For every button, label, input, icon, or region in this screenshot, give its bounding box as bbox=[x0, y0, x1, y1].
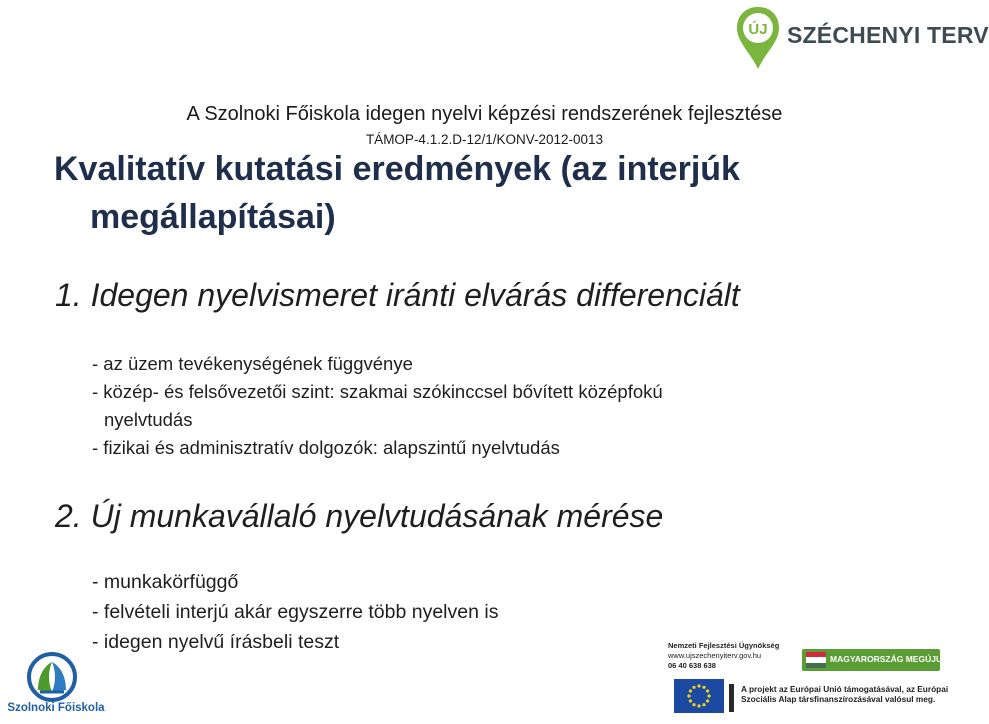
hungarian-flag-icon bbox=[806, 652, 826, 668]
szolnoki-foiskola-logo bbox=[6, 652, 106, 720]
agency-phone: 06 40 638 638 bbox=[668, 661, 716, 670]
list-item: nyelvtudás bbox=[104, 409, 193, 430]
logo-brand-text: SZÉCHENYI TERV bbox=[787, 22, 989, 48]
pin-text: ÚJ bbox=[748, 21, 768, 38]
divider bbox=[729, 684, 734, 712]
header-title: A Szolnoki Főiskola idegen nyelvi képzési rendszerének fejlesztése bbox=[186, 103, 783, 125]
eu-flag-icon bbox=[674, 679, 724, 713]
section1-list bbox=[92, 350, 663, 462]
agency-info bbox=[668, 641, 788, 671]
school-name: Szolnoki Főiskola bbox=[7, 702, 105, 714]
eu-funding-line2: Szociális Alap társfinanszírozásával valósul meg. bbox=[741, 694, 936, 704]
list-item: - fizikai és adminisztratív dolgozók: alapszintű nyelvtudás bbox=[92, 437, 560, 458]
section2-heading: 2. Új munkavállaló nyelvtudásának mérése bbox=[55, 498, 664, 534]
school-emblem-icon bbox=[26, 652, 78, 702]
list-item: - felvételi interjú akár egyszerre több nyelven is bbox=[92, 601, 499, 623]
list-item: - az üzem tevékenységének függvénye bbox=[92, 353, 413, 374]
list-item: - közép- és felsővezetői szint: szakmai szókinccsel bővített középfokú bbox=[92, 381, 663, 402]
section1-heading: 1. Idegen nyelvismeret iránti elvárás differenciált bbox=[55, 277, 740, 313]
magyarorszag-megujul-badge bbox=[802, 649, 948, 671]
list-item: - munkakörfüggő bbox=[92, 571, 239, 593]
agency-name: Nemzeti Fejlesztési Ügynökség bbox=[668, 641, 780, 650]
eu-funding-line1: A projekt az Európai Unió támogatásával, az Európai bbox=[741, 684, 949, 694]
slide-title bbox=[54, 145, 914, 241]
agency-web: www.ujszechenyiterv.gov.hu bbox=[668, 651, 762, 660]
slide-title-line2: megállapításai) bbox=[90, 198, 336, 236]
badge-text: MAGYARORSZÁG MEGÚJUL bbox=[830, 654, 948, 664]
slide-title-line1: Kvalitatív kutatási eredmények (az interjúk bbox=[54, 150, 740, 188]
section2-list bbox=[92, 567, 498, 657]
szechenyi-terv-logo bbox=[735, 6, 989, 76]
project-code: TÁMOP-4.1.2.D-12/1/KONV-2012-0013 bbox=[365, 132, 604, 147]
map-pin-icon bbox=[735, 6, 781, 70]
list-item: - idegen nyelvű írásbeli teszt bbox=[92, 631, 340, 653]
eu-funding-note bbox=[741, 684, 951, 704]
